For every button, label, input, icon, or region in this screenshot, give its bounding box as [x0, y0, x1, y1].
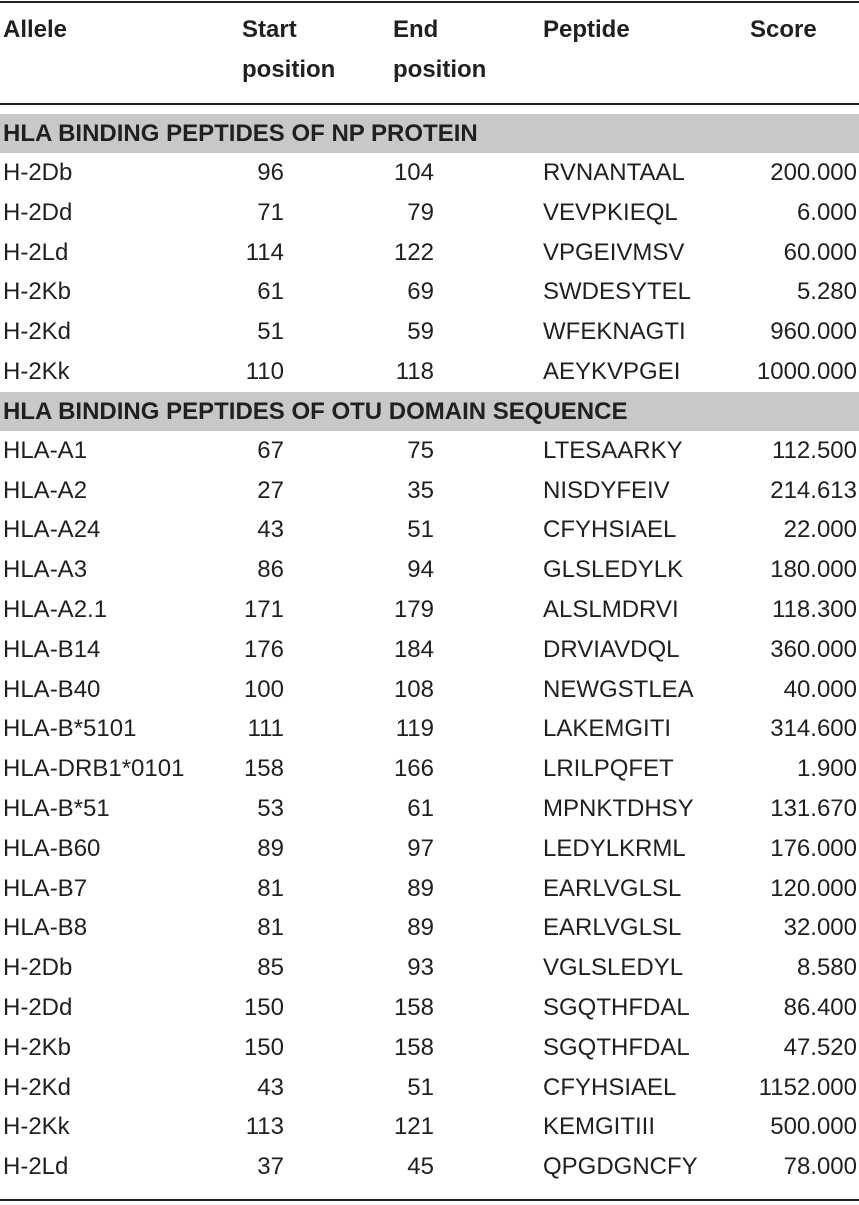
cell-end-position: 93 [407, 954, 434, 982]
cell-allele: HLA-B60 [3, 834, 101, 862]
cell-start-position: 51 [257, 318, 284, 346]
cell-peptide: MPNKTDHSY [543, 794, 694, 822]
cell-peptide: SGQTHFDAL [543, 1033, 690, 1061]
header-score: Score [750, 16, 817, 43]
cell-start-position: 96 [257, 159, 284, 186]
cell-start-position: 110 [245, 357, 284, 385]
header-start-position [242, 10, 335, 90]
cell-end-position: 35 [407, 476, 434, 504]
table-row [0, 908, 859, 948]
cell-end-position: 118 [395, 357, 434, 385]
cell-peptide: QPGDGNCFY [543, 1153, 698, 1181]
table-row [0, 510, 859, 550]
table-row [0, 272, 859, 312]
cell-end-position: 75 [407, 436, 434, 464]
cell-peptide: LEDYLKRML [543, 834, 686, 862]
cell-allele: H-2Kd [3, 318, 72, 346]
cell-allele: HLA-A3 [3, 556, 88, 584]
cell-start-position: 150 [243, 993, 284, 1021]
cell-allele: HLA-B*51 [3, 794, 110, 822]
cell-allele: H-2Ld [3, 1153, 69, 1181]
table-header [0, 10, 859, 100]
cell-score: 500.000 [770, 1113, 857, 1141]
cell-end-position: 79 [407, 198, 434, 226]
cell-start-position: 176 [243, 635, 284, 663]
cell-allele: HLA-B14 [3, 635, 101, 663]
cell-peptide: SGQTHFDAL [543, 993, 690, 1021]
cell-score: 960.000 [770, 318, 857, 346]
cell-allele: H-2Db [3, 954, 73, 982]
cell-end-position: 51 [407, 1073, 434, 1101]
cell-end-position: 122 [393, 238, 434, 266]
cell-end-position: 94 [407, 556, 434, 584]
cell-end-position: 166 [393, 755, 434, 783]
cell-score: 78.000 [783, 1153, 857, 1181]
cell-allele: HLA-A2 [3, 476, 88, 504]
cell-start-position: 150 [243, 1033, 284, 1061]
cell-peptide: VPGEIVMSV [543, 238, 685, 266]
cell-start-position: 85 [257, 954, 284, 982]
cell-score: 1152.000 [758, 1073, 857, 1101]
cell-allele: HLA-A2.1 [3, 595, 108, 623]
table-row [0, 1028, 859, 1068]
cell-end-position: 179 [393, 595, 434, 623]
table-row [0, 471, 859, 511]
cell-score: 60.000 [783, 238, 857, 266]
cell-peptide: EARLVGLSL [543, 914, 682, 942]
cell-peptide: GLSLEDYLK [543, 556, 684, 584]
table-row [0, 1147, 859, 1187]
header-end-line1: End [393, 16, 439, 43]
cell-score: 120.000 [770, 874, 857, 902]
cell-start-position: 53 [257, 794, 284, 822]
cell-end-position: 119 [395, 715, 434, 743]
cell-start-position: 111 [247, 715, 284, 743]
cell-score: 1.900 [796, 755, 857, 783]
cell-end-position: 158 [393, 993, 434, 1021]
cell-start-position: 43 [257, 516, 284, 544]
table-row [0, 869, 859, 909]
cell-end-position: 97 [407, 834, 434, 862]
cell-score: 5.280 [796, 278, 857, 306]
cell-start-position: 37 [257, 1153, 284, 1181]
cell-allele: H-2Dd [3, 993, 73, 1021]
cell-end-position: 104 [393, 159, 434, 186]
cell-allele: HLA-A24 [3, 516, 101, 544]
cell-start-position: 86 [257, 556, 284, 584]
cell-score: 86.400 [783, 993, 857, 1021]
header-end-position [393, 10, 486, 90]
cell-peptide: AEYKVPGEI [543, 357, 681, 385]
cell-end-position: 158 [393, 1033, 434, 1061]
cell-start-position: 27 [257, 476, 284, 504]
cell-allele: HLA-A1 [3, 436, 88, 464]
cell-allele: H-2Kk [3, 1113, 70, 1141]
table-row [0, 709, 859, 749]
cell-allele: H-2Kd [3, 1073, 72, 1101]
cell-score: 22.000 [783, 516, 857, 544]
cell-score: 6.000 [796, 198, 857, 226]
cell-end-position: 89 [407, 914, 434, 942]
cell-start-position: 67 [257, 436, 284, 464]
header-end-line2: position [393, 56, 487, 83]
table-row [0, 1107, 859, 1147]
cell-peptide: CFYHSIAEL [543, 516, 677, 544]
cell-allele: H-2Kk [3, 357, 70, 385]
cell-score: 200.000 [770, 159, 857, 186]
table-row [0, 431, 859, 471]
table-row [0, 233, 859, 273]
cell-allele: H-2Kb [3, 278, 72, 306]
cell-allele: HLA-B*5101 [3, 715, 137, 743]
cell-allele: HLA-DRB1*0101 [3, 755, 185, 783]
cell-peptide: SWDESYTEL [543, 278, 692, 306]
table-row [0, 193, 859, 233]
cell-peptide: CFYHSIAEL [543, 1073, 677, 1101]
cell-start-position: 171 [243, 595, 284, 623]
cell-allele: HLA-B7 [3, 874, 88, 902]
cell-allele: H-2Db [3, 159, 73, 186]
cell-start-position: 43 [257, 1073, 284, 1101]
cell-score: 40.000 [783, 675, 857, 703]
cell-start-position: 81 [257, 914, 284, 942]
cell-start-position: 61 [257, 278, 284, 306]
cell-peptide: KEMGITIII [543, 1113, 656, 1141]
cell-peptide: LAKEMGITI [543, 715, 672, 743]
header-allele: Allele [3, 16, 68, 43]
cell-score: 112.500 [772, 436, 857, 464]
cell-score: 360.000 [770, 635, 857, 663]
cell-allele: HLA-B8 [3, 914, 88, 942]
table-row [0, 590, 859, 630]
cell-end-position: 45 [407, 1153, 434, 1181]
cell-peptide: LRILPQFET [543, 755, 674, 783]
table-row [0, 829, 859, 869]
cell-score: 47.520 [783, 1033, 857, 1061]
header-peptide: Peptide [543, 16, 630, 43]
table-row [0, 988, 859, 1028]
cell-start-position: 114 [245, 238, 284, 266]
cell-end-position: 108 [393, 675, 434, 703]
cell-peptide: WFEKNAGTI [543, 318, 686, 346]
cell-start-position: 89 [257, 834, 284, 862]
cell-allele: H-2Ld [3, 238, 69, 266]
cell-end-position: 69 [407, 278, 434, 306]
table-row [0, 749, 859, 789]
table-row [0, 352, 859, 392]
cell-score: 176.000 [770, 834, 857, 862]
cell-allele: H-2Dd [3, 198, 73, 226]
section-heading: HLA BINDING PEPTIDES OF NP PROTEIN [0, 114, 859, 153]
table-row [0, 789, 859, 829]
cell-start-position: 100 [243, 675, 284, 703]
table-row [0, 312, 859, 352]
cell-end-position: 59 [407, 318, 434, 346]
cell-peptide: NEWGSTLEA [543, 675, 694, 703]
cell-peptide: NISDYFEIV [543, 476, 670, 504]
cell-end-position: 61 [407, 794, 434, 822]
cell-score: 131.670 [770, 794, 857, 822]
table-bottom-rule [0, 1199, 859, 1201]
cell-score: 32.000 [783, 914, 857, 942]
table-top-rule [0, 1, 859, 3]
cell-score: 180.000 [770, 556, 857, 584]
cell-end-position: 51 [407, 516, 434, 544]
cell-peptide: DRVIAVDQL [543, 635, 680, 663]
table-row [0, 153, 859, 193]
cell-score: 118.300 [772, 595, 857, 623]
cell-peptide: EARLVGLSL [543, 874, 682, 902]
table-row [0, 630, 859, 670]
header-bottom-rule [0, 103, 859, 105]
cell-peptide: VGLSLEDYL [543, 954, 684, 982]
table-row [0, 948, 859, 988]
cell-start-position: 158 [243, 755, 284, 783]
cell-start-position: 81 [257, 874, 284, 902]
cell-end-position: 121 [393, 1113, 434, 1141]
cell-peptide: ALSLMDRVI [543, 595, 679, 623]
section-heading: HLA BINDING PEPTIDES OF OTU DOMAIN SEQUENCE [0, 392, 859, 431]
cell-score: 8.580 [796, 954, 857, 982]
cell-start-position: 113 [245, 1113, 284, 1141]
header-start-line1: Start [242, 16, 297, 43]
cell-end-position: 89 [407, 874, 434, 902]
header-start-line2: position [242, 56, 336, 83]
table-row [0, 550, 859, 590]
cell-score: 214.613 [770, 476, 857, 504]
cell-score: 1000.000 [756, 357, 857, 385]
cell-score: 314.600 [770, 715, 857, 743]
cell-peptide: LTESAARKY [543, 436, 683, 464]
cell-peptide: VEVPKIEQL [543, 198, 678, 226]
table-row [0, 670, 859, 710]
cell-peptide: RVNANTAAL [543, 159, 685, 186]
table-body [0, 114, 859, 1187]
cell-start-position: 71 [257, 198, 284, 226]
cell-allele: H-2Kb [3, 1033, 72, 1061]
cell-end-position: 184 [393, 635, 434, 663]
cell-allele: HLA-B40 [3, 675, 101, 703]
table-row [0, 1068, 859, 1108]
